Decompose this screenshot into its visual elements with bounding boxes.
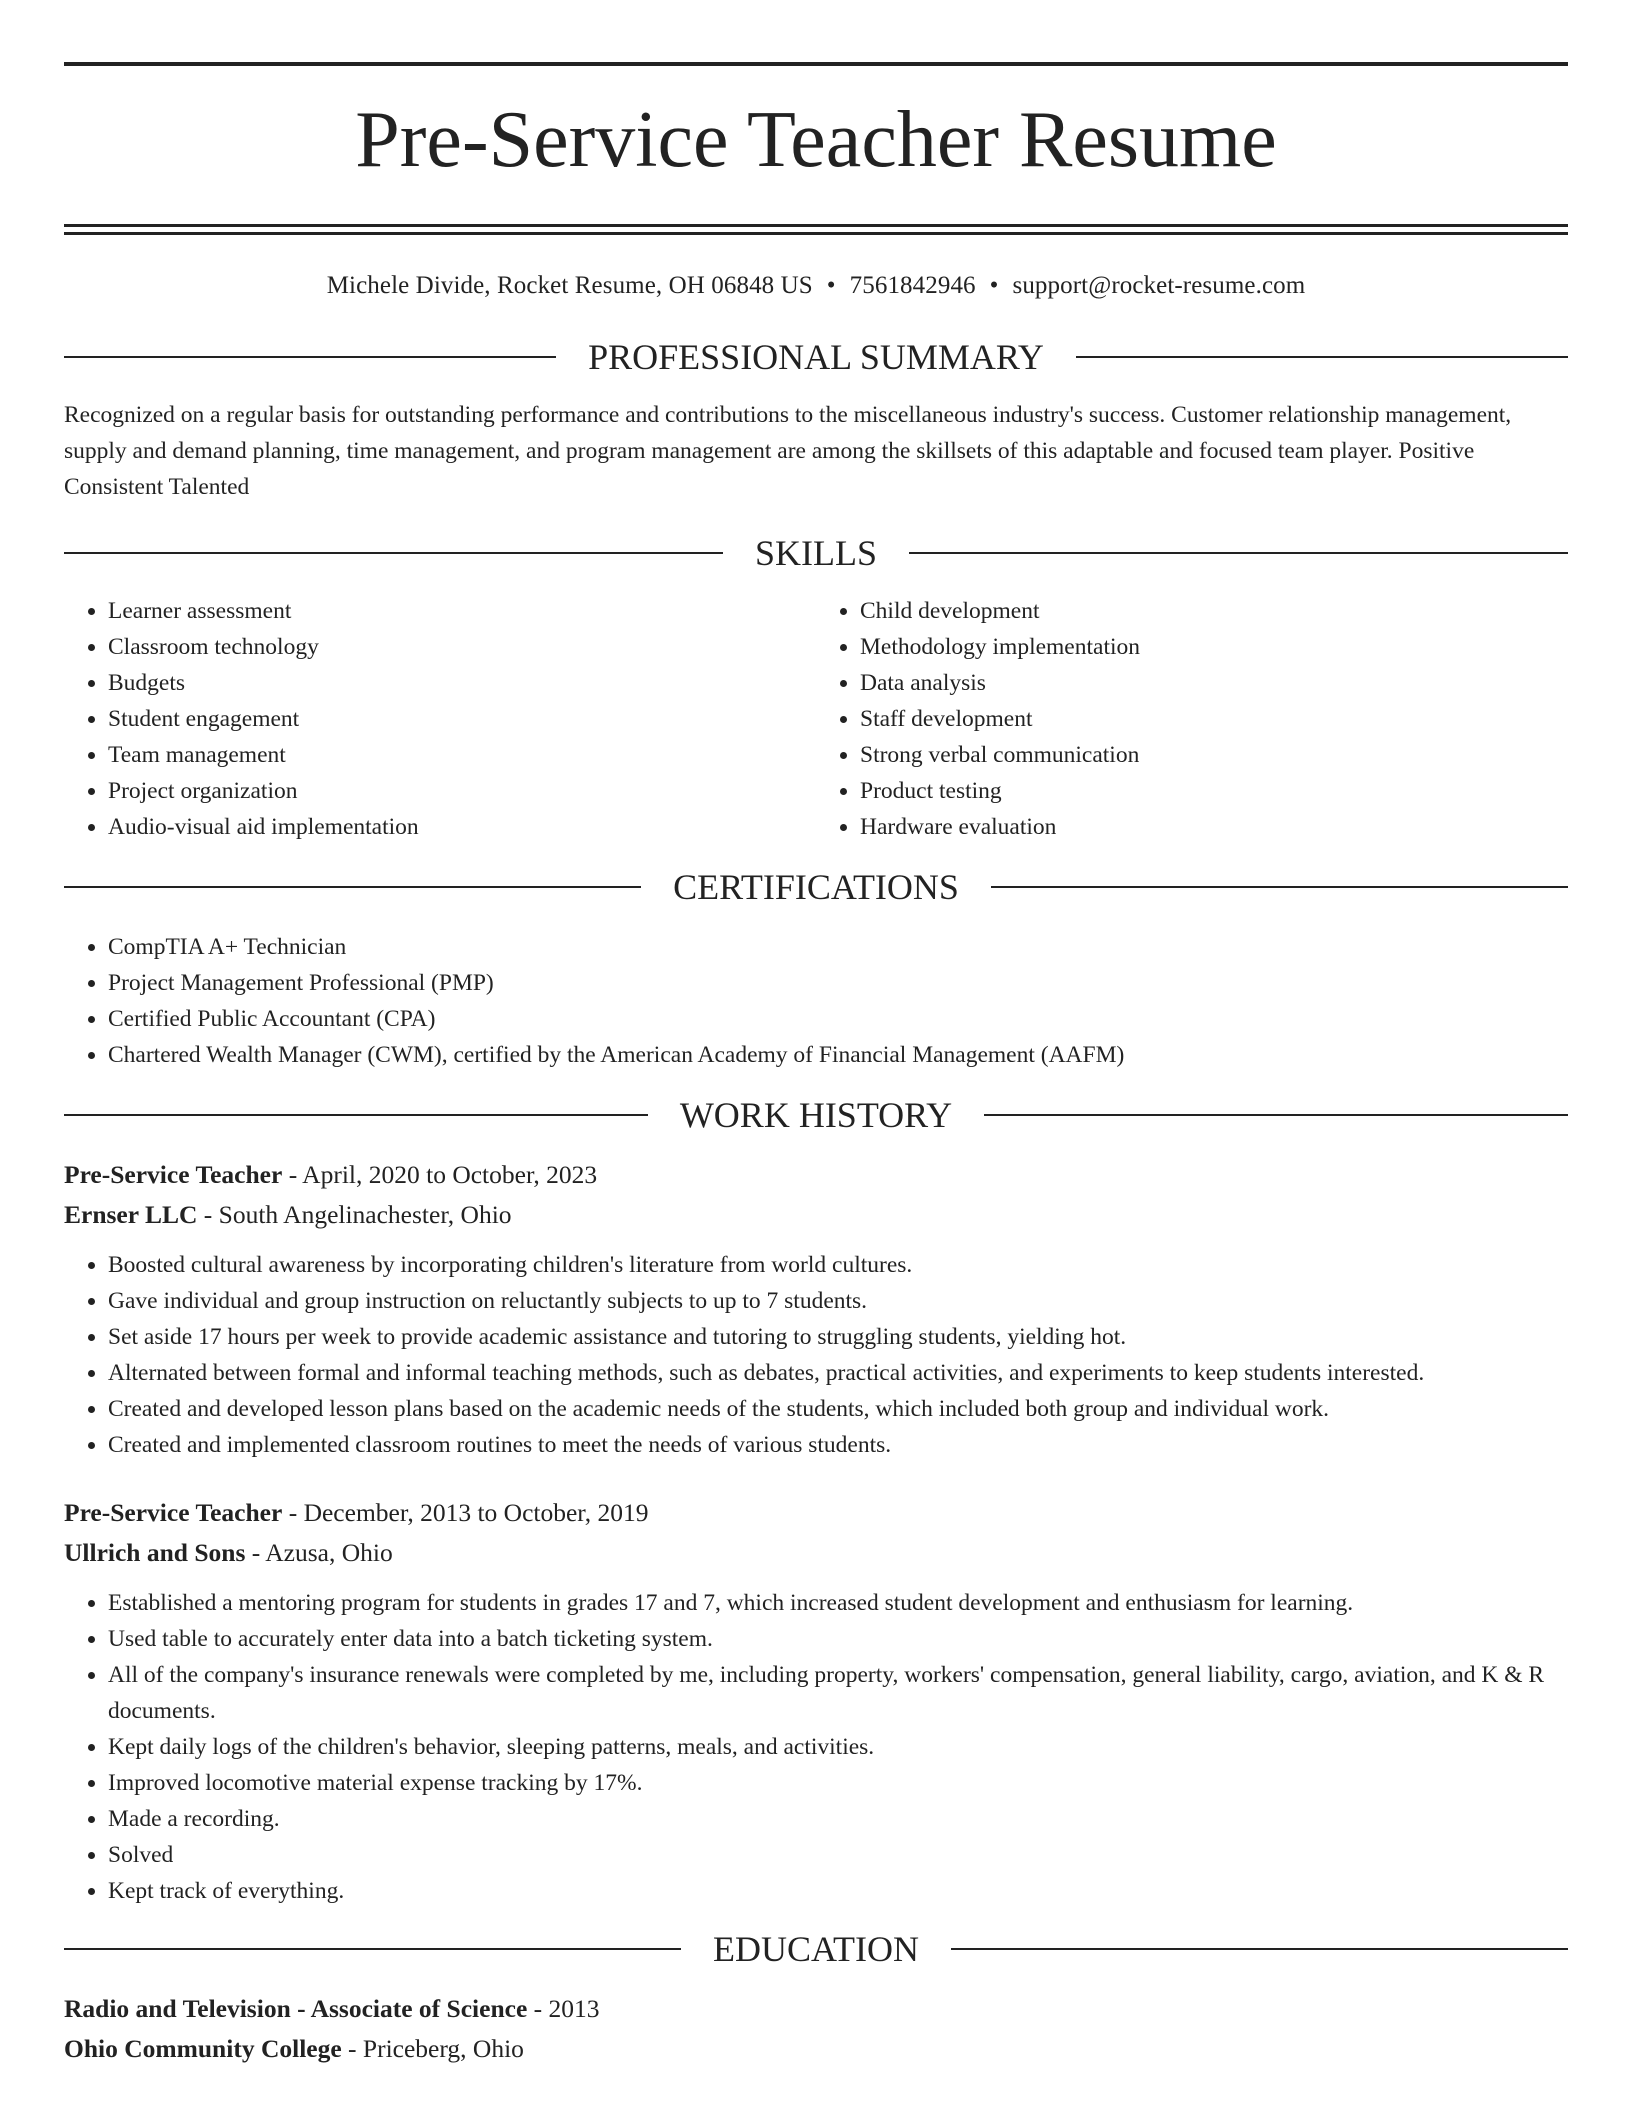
- certification-item: • Project Management Professional (PMP): [108, 965, 1568, 1001]
- summary-heading: [64, 337, 1568, 377]
- heading-rule: [951, 1948, 1568, 1950]
- job-bullets: [64, 1247, 1568, 1463]
- skill-item: • Child development: [860, 593, 1568, 629]
- heading-rule: [64, 886, 641, 888]
- job-bullet: • Gave individual and group instruction on reluctantly subjects to up to 7 students.: [108, 1283, 1568, 1319]
- summary-heading-label: PROFESSIONAL SUMMARY: [588, 337, 1044, 377]
- skill-item: • Data analysis: [860, 665, 1568, 701]
- skill-item: • Strong verbal communication: [860, 737, 1568, 773]
- skill-item: • Learner assessment: [108, 593, 816, 629]
- education-degree: Radio and Television - Associate of Science: [64, 1994, 528, 2023]
- job-company-line: [64, 1195, 1568, 1235]
- job-bullet: • Boosted cultural awareness by incorporating children's literature from world cultures.: [108, 1247, 1568, 1283]
- heading-rule: [991, 886, 1568, 888]
- job-bullet: • All of the company's insurance renewals were completed by me, including property, workers' compensation, general liability, cargo, aviation, and K & R documents.: [108, 1657, 1568, 1729]
- certifications-heading: [64, 867, 1568, 907]
- skills-heading-label: SKILLS: [755, 533, 878, 573]
- skill-item: • Methodology implementation: [860, 629, 1568, 665]
- education-heading: [64, 1929, 1568, 1969]
- skills-list-right: [816, 593, 1568, 845]
- skill-item: • Staff development: [860, 701, 1568, 737]
- job-company: Ernser LLC: [64, 1200, 198, 1229]
- contact-line: [64, 271, 1568, 301]
- contact-email: support@rocket-resume.com: [1012, 272, 1306, 299]
- job-company-line: [64, 1533, 1568, 1573]
- job-company: Ullrich and Sons: [64, 1538, 246, 1567]
- skill-item: • Student engagement: [108, 701, 816, 737]
- job-bullet: • Kept track of everything.: [108, 1873, 1568, 1909]
- job-bullet: • Established a mentoring program for students in grades 17 and 7, which increased student development and enthusiasm for learning.: [108, 1585, 1568, 1621]
- title-double-rule: [64, 224, 1568, 235]
- certification-item: • CompTIA A+ Technician: [108, 929, 1568, 965]
- skill-item: • Audio-visual aid implementation: [108, 809, 816, 845]
- education-location: - Priceberg, Ohio: [341, 2034, 524, 2063]
- skill-item: • Product testing: [860, 773, 1568, 809]
- contact-phone: 7561842946: [849, 272, 976, 299]
- heading-rule: [64, 356, 556, 358]
- work-history-heading: [64, 1095, 1568, 1135]
- job-entry: [64, 1155, 1568, 1463]
- job-bullet: • Made a recording.: [108, 1801, 1568, 1837]
- job-role: Pre-Service Teacher: [64, 1498, 283, 1527]
- heading-rule: [64, 1948, 681, 1950]
- certification-item: • Chartered Wealth Manager (CWM), certified by the American Academy of Financial Management (AAFM): [108, 1037, 1568, 1073]
- skills-list-left: [64, 593, 816, 845]
- contact-address: Michele Divide, Rocket Resume, OH 06848 US: [326, 272, 813, 299]
- education-school: Ohio Community College: [64, 2034, 342, 2063]
- job-dates: - December, 2013 to October, 2019: [282, 1498, 649, 1527]
- job-bullet: • Created and implemented classroom routines to meet the needs of various students.: [108, 1427, 1568, 1463]
- heading-rule: [984, 1114, 1568, 1116]
- skill-item: • Project organization: [108, 773, 816, 809]
- job-location: - South Angelinachester, Ohio: [197, 1200, 512, 1229]
- contact-separator: •: [826, 272, 836, 299]
- heading-rule: [909, 552, 1568, 554]
- job-role: Pre-Service Teacher: [64, 1160, 283, 1189]
- job-title-line: [64, 1155, 1568, 1195]
- heading-rule: [64, 1114, 648, 1116]
- education-degree-line: [64, 1989, 1568, 2029]
- education-entry: [64, 1989, 1568, 2069]
- job-entry: [64, 1493, 1568, 1909]
- job-location: - Azusa, Ohio: [245, 1538, 393, 1567]
- job-bullet: • Improved locomotive material expense tracking by 17%.: [108, 1765, 1568, 1801]
- job-bullet: • Solved: [108, 1837, 1568, 1873]
- job-bullet: • Used table to accurately enter data into a batch ticketing system.: [108, 1621, 1568, 1657]
- certifications-list: [64, 929, 1568, 1073]
- education-school-line: [64, 2029, 1568, 2069]
- job-bullet: • Created and developed lesson plans based on the academic needs of the students, which included both group and individual work.: [108, 1391, 1568, 1427]
- work-history-heading-label: WORK HISTORY: [679, 1095, 953, 1135]
- skill-item: • Classroom technology: [108, 629, 816, 665]
- resume-content: [64, 62, 1568, 2069]
- job-bullet: • Kept daily logs of the children's behavior, sleeping patterns, meals, and activities.: [108, 1729, 1568, 1765]
- heading-rule: [1076, 356, 1568, 358]
- job-bullet: • Alternated between formal and informal teaching methods, such as debates, practical activities, and experiments to keep students interested.: [108, 1355, 1568, 1391]
- education-year: - 2013: [527, 1994, 600, 2023]
- job-bullet: • Set aside 17 hours per week to provide academic assistance and tutoring to struggling students, yielding hot.: [108, 1319, 1568, 1355]
- job-dates: - April, 2020 to October, 2023: [282, 1160, 598, 1189]
- certifications-heading-label: CERTIFICATIONS: [673, 867, 959, 907]
- skills-columns: [64, 593, 1568, 845]
- certification-item: • Certified Public Accountant (CPA): [108, 1001, 1568, 1037]
- job-bullets: [64, 1585, 1568, 1909]
- page-title: Pre-Service Teacher Resume: [355, 96, 1277, 184]
- contact-separator: •: [989, 272, 999, 299]
- skill-item: • Budgets: [108, 665, 816, 701]
- job-title-line: [64, 1493, 1568, 1533]
- summary-text: Recognized on a regular basis for outstanding performance and contributions to the miscellaneous industry's success. Customer relationship management, supply and demand planning, time management, and program management are among the skillsets of this adaptable and focused team player. Positive Consistent Talented: [64, 402, 1512, 500]
- education-heading-label: EDUCATION: [713, 1929, 919, 1969]
- skill-item: • Hardware evaluation: [860, 809, 1568, 845]
- top-rule: [64, 62, 1568, 66]
- skill-item: • Team management: [108, 737, 816, 773]
- heading-rule: [64, 552, 723, 554]
- skills-heading: [64, 533, 1568, 573]
